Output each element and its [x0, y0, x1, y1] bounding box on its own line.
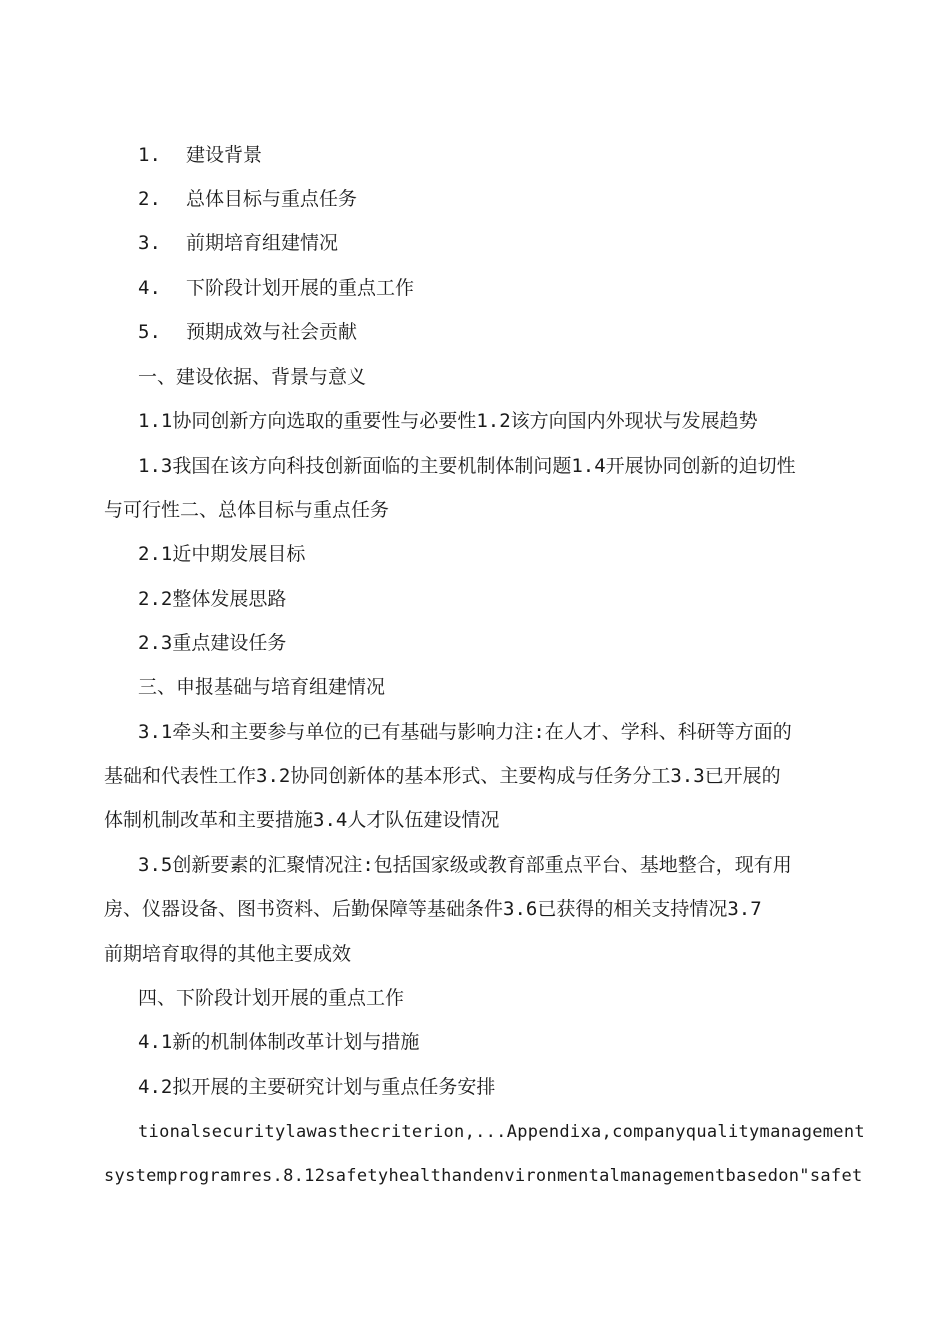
body-line: 基础和代表性工作3.2协同创新体的基本形式、主要构成与任务分工3.3已开展的 — [104, 765, 781, 787]
toc-number: 3. — [138, 232, 161, 254]
body-line: 2.2整体发展思路 — [138, 588, 287, 610]
body-line: 1.1协同创新方向选取的重要性与必要性1.2该方向国内外现状与发展趋势 — [138, 410, 758, 432]
toc-number: 5. — [138, 321, 161, 343]
toc-number: 1. — [138, 144, 161, 166]
body-line: 2.1近中期发展目标 — [138, 543, 306, 565]
toc-text: 预期成效与社会贡献 — [186, 321, 358, 343]
body-line: systemprogramres.8.12safetyhealthandenvironmentalmanagementbasedon"safet — [104, 1166, 863, 1186]
body-line: 4.2拟开展的主要研究计划与重点任务安排 — [138, 1076, 496, 1098]
body-line: 1.3我国在该方向科技创新面临的主要机制体制问题1.4开展协同创新的迫切性 — [138, 455, 796, 477]
body-line: 4.1新的机制体制改革计划与措施 — [138, 1031, 420, 1053]
body-line: 房、仪器设备、图书资料、后勤保障等基础条件3.6已获得的相关支持情况3.7 — [104, 898, 762, 920]
body-line: 体制机制改革和主要措施3.4人才队伍建设情况 — [104, 809, 500, 831]
section-heading: 四、下阶段计划开展的重点工作 — [138, 987, 405, 1009]
body-line: tionalsecuritylawasthecriterion,...Appendixa,companyqualitymanagement — [138, 1122, 865, 1142]
body-line: 3.1牵头和主要参与单位的已有基础与影响力注:在人才、学科、科研等方面的 — [138, 721, 792, 743]
toc-text: 下阶段计划开展的重点工作 — [186, 277, 415, 299]
toc-text: 建设背景 — [186, 144, 263, 166]
section-heading: 一、建设依据、背景与意义 — [138, 366, 367, 388]
toc-number: 2. — [138, 188, 161, 210]
body-line: 2.3重点建设任务 — [138, 632, 287, 654]
toc-number: 4. — [138, 277, 161, 299]
body-line: 3.5创新要素的汇聚情况注:包括国家级或教育部重点平台、基地整合，现有用 — [138, 854, 792, 876]
body-line: 与可行性二、总体目标与重点任务 — [104, 499, 390, 521]
body-line: 前期培育取得的其他主要成效 — [104, 943, 352, 965]
toc-text: 总体目标与重点任务 — [186, 188, 358, 210]
section-heading: 三、申报基础与培育组建情况 — [138, 676, 386, 698]
toc-text: 前期培育组建情况 — [186, 232, 339, 254]
